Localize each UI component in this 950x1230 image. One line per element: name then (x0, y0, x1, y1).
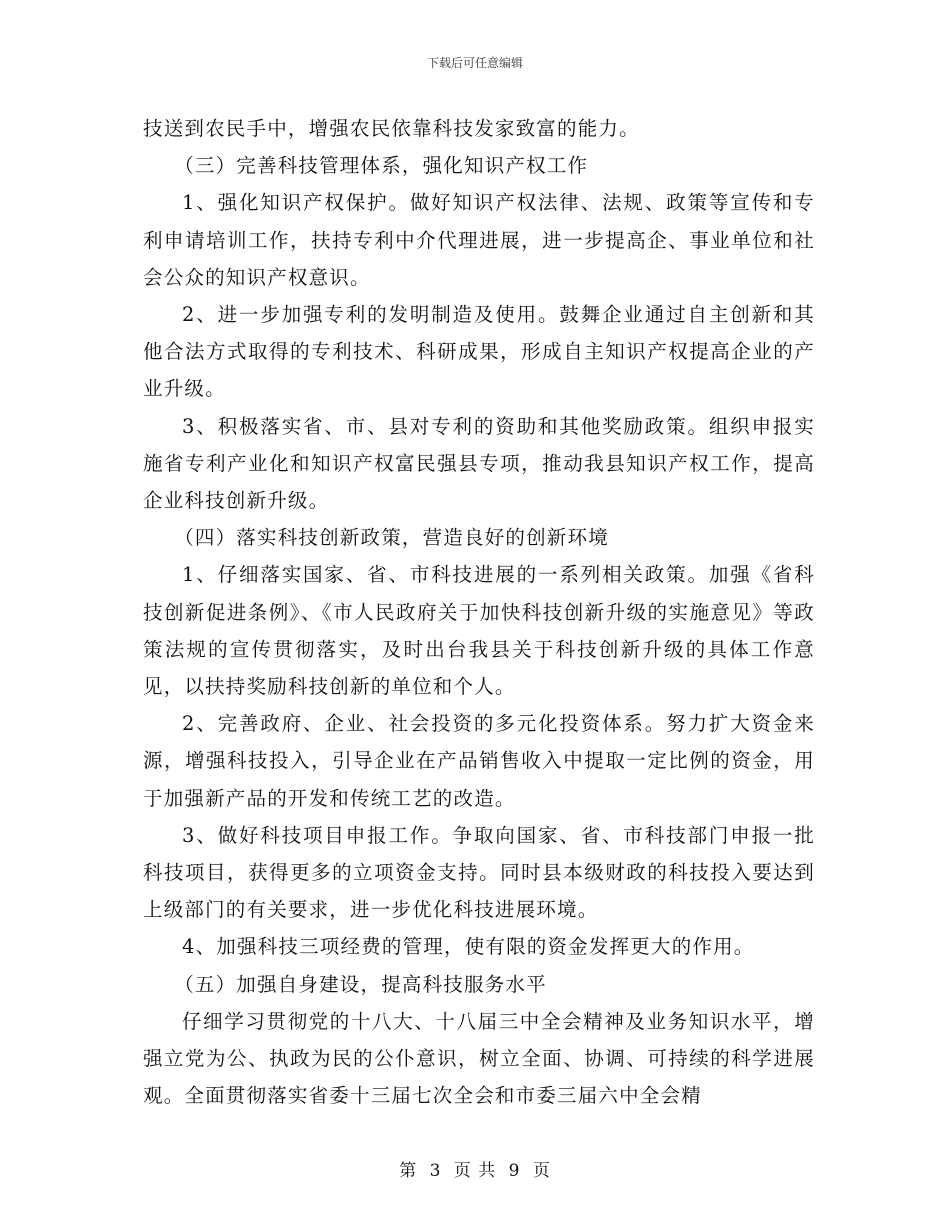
paragraph: 3、积极落实省、市、县对专利的资助和其他奖励政策。组织申报实施省专利产业化和知识产权富民强县专项，推动我县知识产权工作，提高企业科技创新升级。 (143, 414, 815, 513)
paragraph: 1、仔细落实国家、省、市科技进展的一系列相关政策。加强《省科技创新促进条例》、《市人民政府关于加快科技创新升级的实施意见》等政策法规的宣传贯彻落实，及时出台我县关于科技创新升级的具体工作意见，以扶持奖励科技创新的单位和个人。 (143, 563, 815, 699)
footer-suffix: 页 (532, 1161, 551, 1181)
section-heading: （五）加强自身建设，提高科技服务水平 (174, 972, 547, 996)
paragraph: 2、完善政府、企业、社会投资的多元化投资体系。努力扩大资金来源，增强科技投入，引导企业在产品销售收入中提取一定比例的资金，用于加强新产品的开发和传统工艺的改造。 (143, 712, 815, 810)
paragraph: 4、加强科技三项经费的管理，使有限的资金发挥更大的作用。 (182, 935, 755, 959)
footer-prefix: 第 (399, 1161, 418, 1181)
document-body (143, 110, 815, 1114)
paragraph: 1、强化知识产权保护。做好知识产权法律、法规、政策等宣传和专利申请培训工作，扶持专利中介代理进展，进一步提高企、事业单位和社会公众的知识产权意识。 (143, 191, 815, 289)
paragraph: 3、做好科技项目申报工作。争取向国家、省、市科技部门申报一批科技项目，获得更多的立项资金支持。同时县本级财政的科技投入要达到上级部门的有关要求，进一步优化科技进展环境。 (143, 823, 815, 922)
paragraph: 技送到农民手中，增强农民依靠科技发家致富的能力。 (143, 117, 640, 140)
footer-middle: 页 共 (453, 1161, 497, 1181)
page-footer (0, 1156, 950, 1181)
paragraph: 2、进一步加强专利的发明制造及使用。鼓舞企业通过自主创新和其他合法方式取得的专利技术、科研成果，形成自主知识产权提高企业的产业升级。 (143, 303, 815, 401)
section-heading: （三）完善科技管理体系，强化知识产权工作 (174, 154, 589, 178)
total-pages: 9 (508, 1161, 521, 1181)
page-header: 下载后可任意编辑 (426, 56, 523, 70)
page-number: 3 (429, 1161, 442, 1181)
section-heading: （四）落实科技创新政策，营造良好的创新环境 (174, 526, 609, 550)
paragraph: 仔细学习贯彻党的十八大、十八届三中全会精神及业务知识水平，增强立党为公、执政为民的公仆意识，树立全面、协调、可持续的科学进展观。全面贯彻落实省委十三届七次全会和市委三届六中全会精 (143, 1009, 815, 1108)
